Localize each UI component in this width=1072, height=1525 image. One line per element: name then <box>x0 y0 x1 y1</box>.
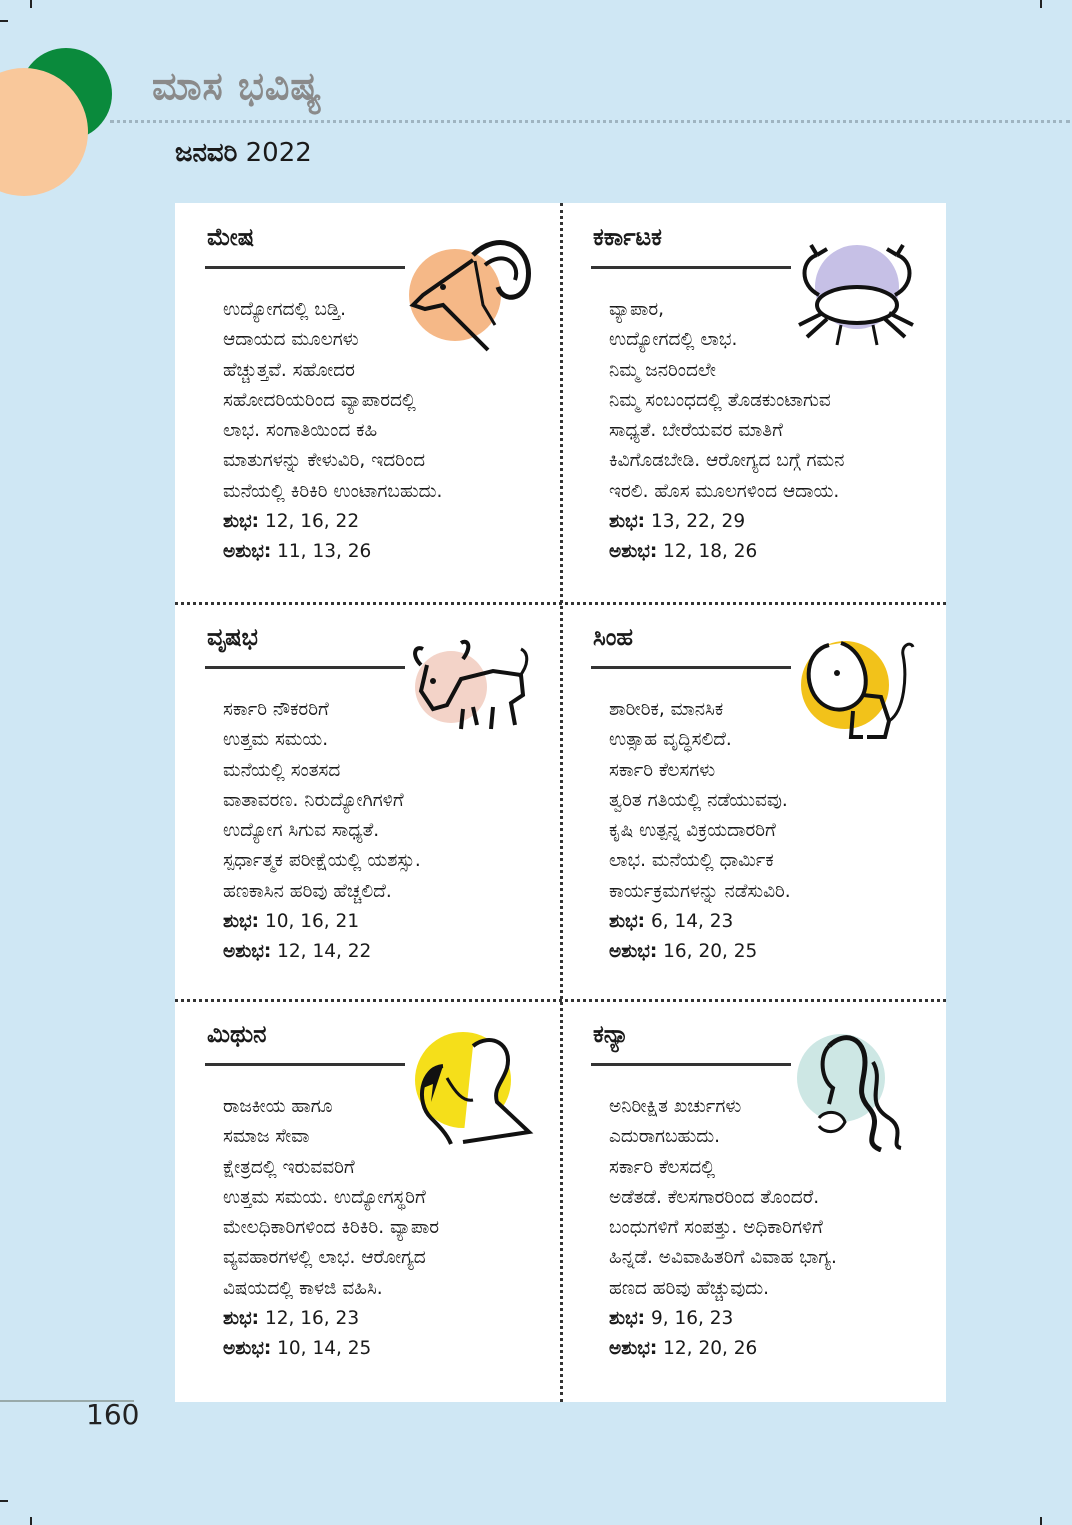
lucky-dates <box>609 907 939 968</box>
description-line: ಉದ್ಯೋಗ ಸಿಗುವ ಸಾಧ್ಯತೆ. <box>223 820 380 842</box>
description-line: ಕಾರ್ಯಕ್ರಮಗಳನ್ನು ನಡೆಸುವಿರಿ. <box>609 880 791 902</box>
sign-description <box>223 1092 553 1304</box>
crop-mark <box>1040 1517 1042 1525</box>
good-dates: 13, 22, 29 <box>650 511 746 532</box>
page-number: 160 <box>86 1398 140 1431</box>
description-line: ಬಂಧುಗಳಿಗೆ ಸಂಪತ್ತು. ಅಧಿಕಾರಿಗಳಿಗೆ <box>609 1217 823 1239</box>
crop-mark <box>1040 0 1042 8</box>
sign-underline <box>205 266 405 269</box>
description-line: ಸರ್ಕಾರಿ ಕೆಲಸದಲ್ಲಿ <box>609 1156 716 1178</box>
sign-card-mithuna <box>175 1000 560 1399</box>
description-line: ಸಮಾಜ ಸೇವಾ <box>223 1126 310 1148</box>
description-line: ಸರ್ಕಾರಿ ನೌಕರರಿಗೆ <box>223 699 329 720</box>
description-line: ಉತ್ತಮ ಸಮಯ. <box>223 729 329 751</box>
good-label: ಶುಭ: <box>609 1308 646 1329</box>
sign-card-vrishabha <box>175 603 560 1002</box>
bad-dates: 12, 14, 22 <box>277 941 372 963</box>
description-line: ಕ್ಷೇತ್ರದಲ್ಲಿ ಇರುವವರಿಗೆ <box>223 1156 355 1178</box>
description-line: ಉದ್ಯೋಗದಲ್ಲಿ ಲಾಭ. <box>609 329 738 351</box>
bad-dates: 16, 20, 25 <box>663 941 758 963</box>
sign-card-simha <box>561 603 946 1002</box>
description-line: ಕಿವಿಗೊಡಬೇಡಿ. ಆರೋಗ್ಯದ ಬಗ್ಗೆ ಗಮನ <box>609 450 845 472</box>
description-line: ಮಾತುಗಳನ್ನು ಕೇಳುವಿರಿ, ಇದರಿಂದ <box>223 450 426 472</box>
description-line: ನಿಮ್ಮ ಸಂಬಂಧದಲ್ಲಿ ತೊಡಕುಂಟಾಗುವ <box>609 389 831 411</box>
sign-underline <box>591 266 791 269</box>
lucky-dates <box>223 1304 553 1365</box>
description-line: ಇರಲಿ. ಹೊಸ ಮೂಲಗಳಿಂದ ಆದಾಯ. <box>609 480 840 502</box>
description-line: ಹಣದ ಹರಿವು ಹೆಚ್ಚುವುದು. <box>609 1277 770 1299</box>
good-label: ಶುಭ: <box>223 911 260 932</box>
sign-card-karkataka <box>561 203 946 602</box>
sign-description <box>609 295 939 507</box>
bad-label: ಅಶುಭ: <box>223 541 272 563</box>
description-line: ಹೆಚ್ಚುತ್ತವೆ. ಸಹೋದರ <box>223 359 355 381</box>
description-line: ರಾಜಕೀಯ ಹಾಗೂ <box>223 1096 333 1117</box>
title-divider <box>110 120 1070 123</box>
description-line: ವಿಷಯದಲ್ಲಿ ಕಾಳಜಿ ವಹಿಸಿ. <box>223 1277 383 1299</box>
description-line: ಲಾಭ. ಸಂಗಾತಿಯಿಂದ ಕಹಿ <box>223 420 378 442</box>
description-line: ಅನಿರೀಕ್ಷಿತ ಖರ್ಚುಗಳು <box>609 1096 742 1117</box>
description-line: ಉದ್ಯೋಗದಲ್ಲಿ ಬಡ್ತಿ. <box>223 299 346 320</box>
sign-description <box>609 1092 939 1304</box>
description-line: ಆದಾಯದ ಮೂಲಗಳು <box>223 329 359 351</box>
description-line: ಕೃಷಿ ಉತ್ಪನ್ನ ವಿಕ್ರಯದಾರರಿಗೆ <box>609 820 776 842</box>
horoscope-panel <box>175 203 946 1402</box>
description-line: ಸ್ಪರ್ಧಾತ್ಮಕ ಪರೀಕ್ಷೆಯಲ್ಲಿ ಯಶಸ್ಸು. <box>223 850 421 872</box>
description-line: ತ್ವರಿತ ಗತಿಯಲ್ಲಿ ನಡೆಯುವವು. <box>609 789 788 811</box>
sign-description <box>223 295 553 507</box>
description-line: ಅಡೆತಡೆ. ಕೆಲಸಗಾರರಿಂದ ತೊಂದರೆ. <box>609 1186 820 1208</box>
description-line: ಮನೆಯಲ್ಲಿ ಸಂತಸದ <box>223 759 341 781</box>
sign-name: ಕನ್ಯಾ <box>593 1020 629 1048</box>
description-line: ಉತ್ಸಾಹ ವೃದ್ಧಿಸಲಿದೆ. <box>609 729 732 751</box>
header-circles-decoration <box>0 0 140 220</box>
description-line: ಲಾಭ. ಮನೆಯಲ್ಲಿ ಧಾರ್ಮಿಕ <box>609 850 774 872</box>
sign-name: ಮಿಥುನ <box>207 1020 267 1048</box>
good-dates: 10, 16, 21 <box>264 911 360 932</box>
sign-description <box>609 695 939 907</box>
sign-underline <box>205 1063 405 1066</box>
description-line: ಸಹೋದರಿಯರಿಂದ ವ್ಯಾಪಾರದಲ್ಲಿ <box>223 389 416 411</box>
sign-underline <box>591 666 791 669</box>
description-line: ವ್ಯಾಪಾರ, <box>609 299 665 320</box>
description-line: ಉತ್ತಮ ಸಮಯ. ಉದ್ಯೋಗಸ್ಥರಿಗೆ <box>223 1186 426 1208</box>
lucky-dates <box>609 507 939 568</box>
good-dates: 9, 16, 23 <box>650 1308 734 1329</box>
bad-label: ಅಶುಭ: <box>609 941 658 963</box>
sign-name: ಸಿಂಹ <box>593 623 634 651</box>
sign-name: ವೃಷಭ <box>207 623 258 651</box>
description-line: ಮನೆಯಲ್ಲಿ ಕಿರಿಕಿರಿ ಉಂಟಾಗಬಹುದು. <box>223 480 443 502</box>
sign-name: ಮೇಷ <box>207 223 255 251</box>
lucky-dates <box>223 507 553 568</box>
crop-mark <box>0 1500 8 1502</box>
description-line: ಎದುರಾಗಬಹುದು. <box>609 1126 720 1148</box>
description-line: ಶಾರೀರಿಕ, ಮಾನಸಿಕ <box>609 699 724 720</box>
sign-card-mesha <box>175 203 560 602</box>
bad-dates: 12, 20, 26 <box>663 1338 758 1360</box>
sign-description <box>223 695 553 907</box>
sign-name: ಕರ್ಕಾಟಕ <box>593 223 662 251</box>
bad-label: ಅಶುಭ: <box>223 1338 272 1360</box>
description-line: ಸರ್ಕಾರಿ ಕೆಲಸಗಳು <box>609 759 716 781</box>
sign-underline <box>205 666 405 669</box>
description-line: ಮೇಲಧಿಕಾರಿಗಳಿಂದ ಕಿರಿಕಿರಿ. ವ್ಯಾಪಾರ <box>223 1217 440 1239</box>
good-label: ಶುಭ: <box>609 911 646 932</box>
description-line: ಸಾಧ್ಯತೆ. ಬೇರೆಯವರ ಮಾತಿಗೆ <box>609 420 783 442</box>
good-dates: 6, 14, 23 <box>650 911 734 932</box>
description-line: ವಾತಾವರಣ. ನಿರುದ್ಯೋಗಿಗಳಿಗೆ <box>223 789 404 811</box>
bad-label: ಅಶುಭ: <box>609 541 658 563</box>
good-label: ಶುಭ: <box>223 511 260 532</box>
month-year: 2022 <box>245 138 312 168</box>
bad-dates: 11, 13, 26 <box>277 541 372 563</box>
description-line: ನಿಮ್ಮ ಜನರಿಂದಲೇ <box>609 359 716 381</box>
month-name: ಜನವರಿ <box>175 138 238 168</box>
description-line: ವ್ಯವಹಾರಗಳಲ್ಲಿ ಲಾಭ. ಆರೋಗ್ಯದ <box>223 1247 426 1269</box>
good-dates: 12, 16, 22 <box>264 511 360 532</box>
good-dates: 12, 16, 23 <box>264 1308 360 1329</box>
description-line: ಹಿನ್ನಡೆ. ಅವಿವಾಹಿತರಿಗೆ ವಿವಾಹ ಭಾಗ್ಯ. <box>609 1247 837 1269</box>
bad-dates: 12, 18, 26 <box>663 541 758 563</box>
good-label: ಶುಭ: <box>609 511 646 532</box>
good-label: ಶುಭ: <box>223 1308 260 1329</box>
lucky-dates <box>609 1304 939 1365</box>
section-title: ಮಾಸ ಭವಿಷ್ಯ <box>152 64 323 108</box>
bad-label: ಅಶುಭ: <box>609 1338 658 1360</box>
month-heading <box>175 138 312 169</box>
sign-card-kanya <box>561 1000 946 1399</box>
lucky-dates <box>223 907 553 968</box>
crop-mark <box>30 1517 32 1525</box>
bad-dates: 10, 14, 25 <box>277 1338 372 1360</box>
sign-underline <box>591 1063 791 1066</box>
description-line: ಹಣಕಾಸಿನ ಹರಿವು ಹೆಚ್ಚಲಿದೆ. <box>223 880 392 902</box>
bad-label: ಅಶುಭ: <box>223 941 272 963</box>
